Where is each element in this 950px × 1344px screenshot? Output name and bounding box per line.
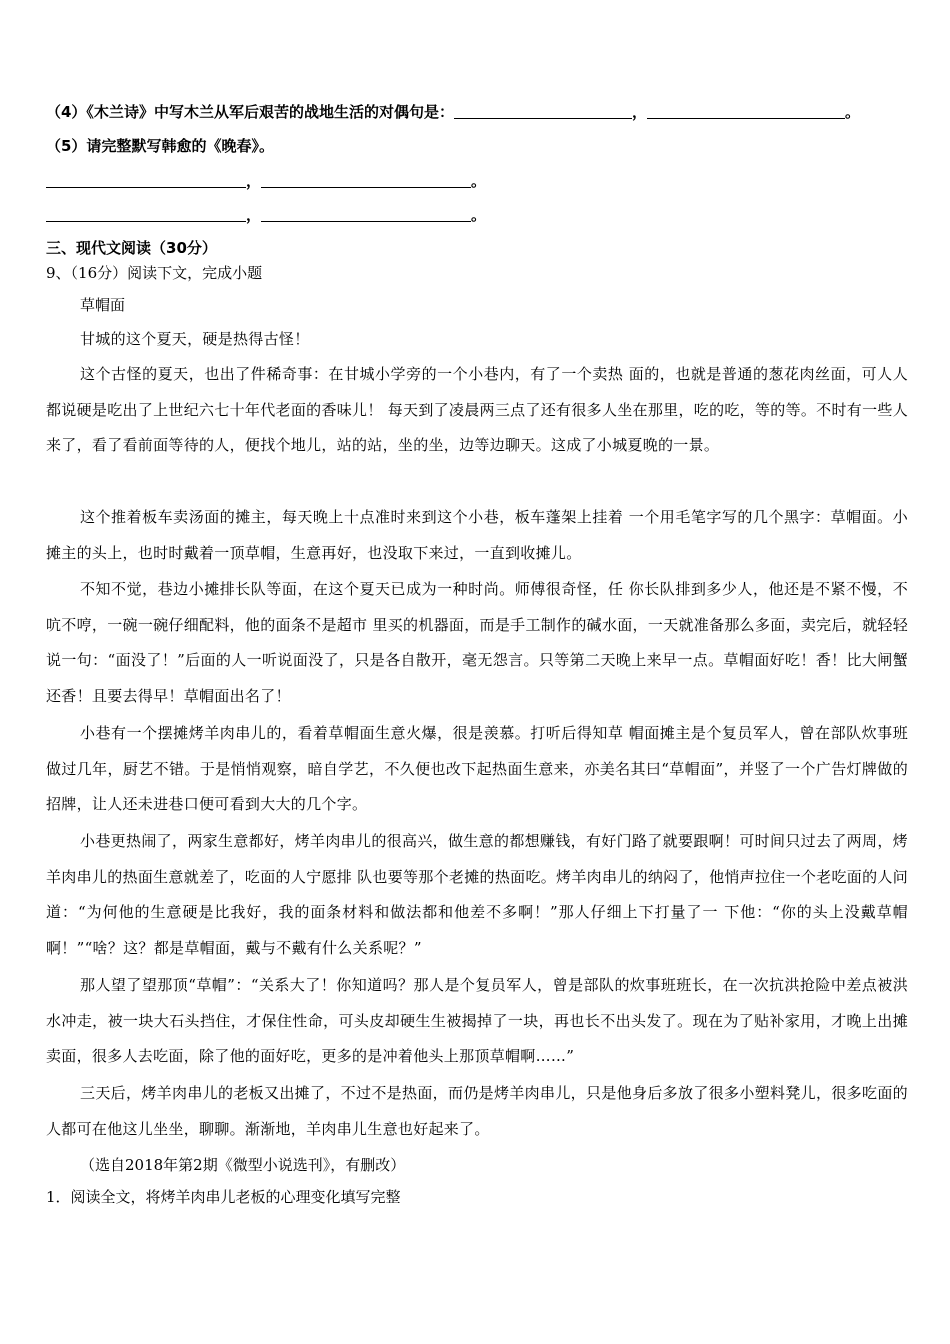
question-4-text: （4）《木兰诗》中写木兰从军后艰苦的战地生活的对偶句是： <box>46 103 454 121</box>
question-5 <box>46 135 274 157</box>
answer-blank[interactable] <box>46 171 246 188</box>
article-title: 草帽面 <box>80 296 126 314</box>
subquestion-1: 1．阅读全文，将烤羊肉串儿老板的心理变化填写完整 <box>46 1188 401 1206</box>
question-4-period: 。 <box>844 103 860 121</box>
article-paragraph: 这个古怪的夏天，也出了件稀奇事：在甘城小学旁的一个小巷内，有了一个卖热 面的，也就是普通的葱花肉丝面，可人人都说硬是吃出了上世纪六七十年代老面的香味儿！ 每天到了凌晨两三点了还有很多人坐在那里，吃的吃，等的等。不时有一些人来了，看了看前面等待的人，便找个地儿，站的站，坐的坐，边等边聊天。这成了小城夏晚的一景。 <box>46 365 908 454</box>
answer-blank[interactable] <box>647 102 845 119</box>
answer-blank[interactable] <box>261 205 471 222</box>
article-paragraph: 小巷更热闹了，两家生意都好，烤羊肉串儿的很高兴，做生意的都想赚钱，有好门路了就要跟啊！可时间只过去了两周，烤羊肉串儿的热面生意就差了，吃面的人宁愿排 队也要等那个老摊的热面吃。烤羊肉串儿的纳闷了，他悄声拉住一个老吃面的人问道：“为何他的生意硬是比我好，我的面条材料和做法都和他差不多啊！”那人仔细上下打量了一 下他：“你的头上没戴草帽啊！”“啥？这？都是草帽面，戴与不戴有什么关系呢？” <box>46 832 908 957</box>
article-source: （选自2018年第2期《微型小说选刊》，有删改） <box>80 1156 406 1174</box>
question-4 <box>46 101 860 123</box>
answer-line-period: 。 <box>471 206 487 224</box>
question-9-stem: 9、（16分）阅读下文，完成小题 <box>46 264 263 282</box>
answer-line-comma: ， <box>246 172 262 190</box>
answer-blank[interactable] <box>454 102 632 119</box>
answer-line-comma: ， <box>246 206 262 224</box>
article-paragraph: 甘城的这个夏天，硬是热得古怪！ <box>80 330 310 348</box>
section-title: 三、现代文阅读（30分） <box>46 239 217 257</box>
question-4-comma: ， <box>631 103 647 121</box>
answer-line-period: 。 <box>471 172 487 190</box>
article-paragraph: 这个推着板车卖汤面的摊主，每天晚上十点准时来到这个小巷，板车蓬架上挂着 一个用毛笔字写的几个黑字：草帽面。小摊主的头上，也时时戴着一顶草帽，生意再好，也没取下来过，一直到收摊儿。 <box>46 508 908 562</box>
question-5-text: （5）请完整默写韩愈的《晚春》。 <box>46 137 274 155</box>
answer-blank[interactable] <box>261 171 471 188</box>
answer-line <box>46 204 486 226</box>
article-paragraph: 那人望了望那顶“草帽”：“关系大了！你知道吗？那人是个复员军人，曾是部队的炊事班班长，在一次抗洪抢险中差点被洪水冲走，被一块大石头挡住，才保住性命，可头皮却硬生生被揭掉了一块，再也长不出头发了。现在为了贴补家用，才晚上出摊卖面，很多人去吃面，除了他的面好吃，更多的是冲着他头上那顶草帽啊……” <box>46 976 908 1065</box>
answer-blank[interactable] <box>46 205 246 222</box>
article-paragraph: 不知不觉，巷边小摊排长队等面，在这个夏天已成为一种时尚。师傅很奇怪，任 你长队排到多少人，他还是不紧不慢，不吭不哼，一碗一碗仔细配料，他的面条不是超市 里买的机器面，而是手工制作的碱水面，一天就准备那么多面，卖完后，就轻轻说一句：“面没了！”后面的人一听说面没了，只是各自散开，毫无怨言。只等第二天晚上来早一点。草帽面好吃！香！比大闸蟹还香！且要去得早！草帽面出名了！ <box>46 580 908 705</box>
article-paragraph: 三天后，烤羊肉串儿的老板又出摊了，不过不是热面，而仍是烤羊肉串儿，只是他身后多放了很多小塑料凳儿，很多吃面的人都可在他这儿坐坐，聊聊。渐渐地，羊肉串儿生意也好起来了。 <box>46 1084 908 1138</box>
answer-line <box>46 170 486 192</box>
article-paragraph: 小巷有一个摆摊烤羊肉串儿的，看着草帽面生意火爆，很是羡慕。打听后得知草 帽面摊主是个复员军人，曾在部队炊事班做过几年，厨艺不错。于是悄悄观察，暗自学艺，不久便也改下起热面生意来，亦美名其曰“草帽面”，并竖了一个广告灯牌做的招牌，让人还未进巷口便可看到大大的几个字。 <box>46 724 908 813</box>
